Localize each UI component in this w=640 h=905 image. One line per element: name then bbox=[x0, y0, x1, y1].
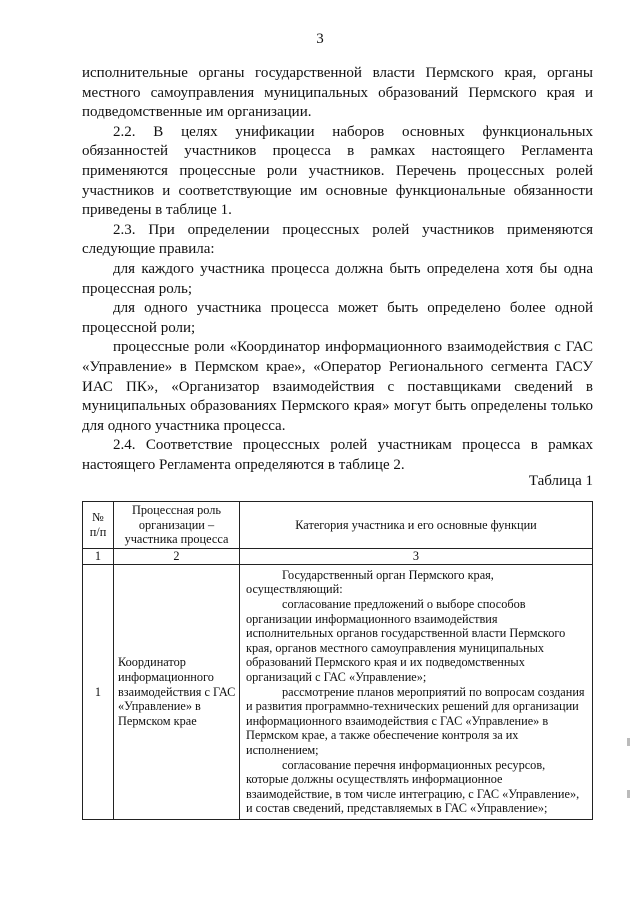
function-item: рассмотрение планов мероприятий по вопросам создания и развития программно-технических решений для организации информационного взаимодействия с ГАС «Управление» в Пермском крае, а также обеспечение контроля за их исполнением; bbox=[246, 684, 585, 757]
function-item: согласование предложений о выборе способов организации информационного взаимодействия исполнительных органов государственной власти Пермского края, органов местного самоуправления муниципальных образований Пермского края и их подведомственных организаций с ГАС «Управление»; bbox=[246, 596, 566, 684]
paragraph-2-4: 2.4. Соответствие процессных ролей участникам процесса в рамках настоящего Регламента определяются в таблице 2. bbox=[82, 437, 593, 473]
rule-item-1: для каждого участника процесса должна быть определена хотя бы одна процессная роль; bbox=[82, 260, 593, 297]
paragraph-continuation: исполнительные органы государственной власти Пермского края, органы местного самоуправления муниципальных образований Пермского края и подведомственные им организации. bbox=[82, 65, 593, 121]
header-role: Процессная роль организации – участника процесса bbox=[114, 502, 240, 549]
paragraph-2-3: 2.3. При определении процессных ролей участников применяются следующие правила: bbox=[82, 221, 593, 258]
rule-item-3: процессные роли «Координатор информационного взаимодействия с ГАС «Управление» в Пермском крае», «Оператор Регионального сегмента ГАСУ ИАС ПК», «Организатор взаимодействия с поставщиками сведений в муниципальных образованиях Пермского края» могут быть определены только для одного участника процесса. bbox=[82, 339, 593, 434]
function-item: согласование перечня информационных ресурсов, которые должны осуществлять информационное взаимодействие, в том числе интеграцию, с ГАС «Управление», и состав сведений, представляемых в ГАС «Управление»; bbox=[246, 757, 580, 816]
column-number-row bbox=[83, 548, 593, 564]
paragraph-2-2: 2.2. В целях унификации наборов основных функциональных обязанностей участников процесса в рамках настоящего Регламента применяются процессные роли участников. Перечень процессных ролей участников и соответствующие им основные функциональные обязанности приведены в таблице 1. bbox=[82, 123, 593, 219]
rule-item-2: для одного участника процесса может быть определено более одной процессной роли; bbox=[82, 300, 593, 336]
row-functions bbox=[240, 564, 593, 819]
header-category: Категория участника и его основные функции bbox=[240, 502, 593, 549]
body-text bbox=[82, 64, 593, 475]
table-header-row bbox=[83, 502, 593, 549]
table-caption: Таблица 1 bbox=[528, 473, 593, 489]
table-row bbox=[83, 564, 593, 819]
scan-margin-mark bbox=[627, 790, 630, 798]
col-number: 2 bbox=[114, 548, 240, 564]
col-number: 3 bbox=[240, 548, 593, 564]
roles-table bbox=[82, 501, 593, 820]
scan-margin-mark bbox=[627, 738, 630, 746]
col-number: 1 bbox=[83, 548, 114, 564]
row-num: 1 bbox=[83, 564, 114, 819]
header-num: № п/п bbox=[83, 502, 114, 549]
page-number: 3 bbox=[316, 31, 324, 47]
function-intro: Государственный орган Пермского края, осуществляющий: bbox=[246, 567, 494, 597]
row-role: Координатор информационного взаимодействия с ГАС «Управление» в Пермском крае bbox=[114, 564, 240, 819]
